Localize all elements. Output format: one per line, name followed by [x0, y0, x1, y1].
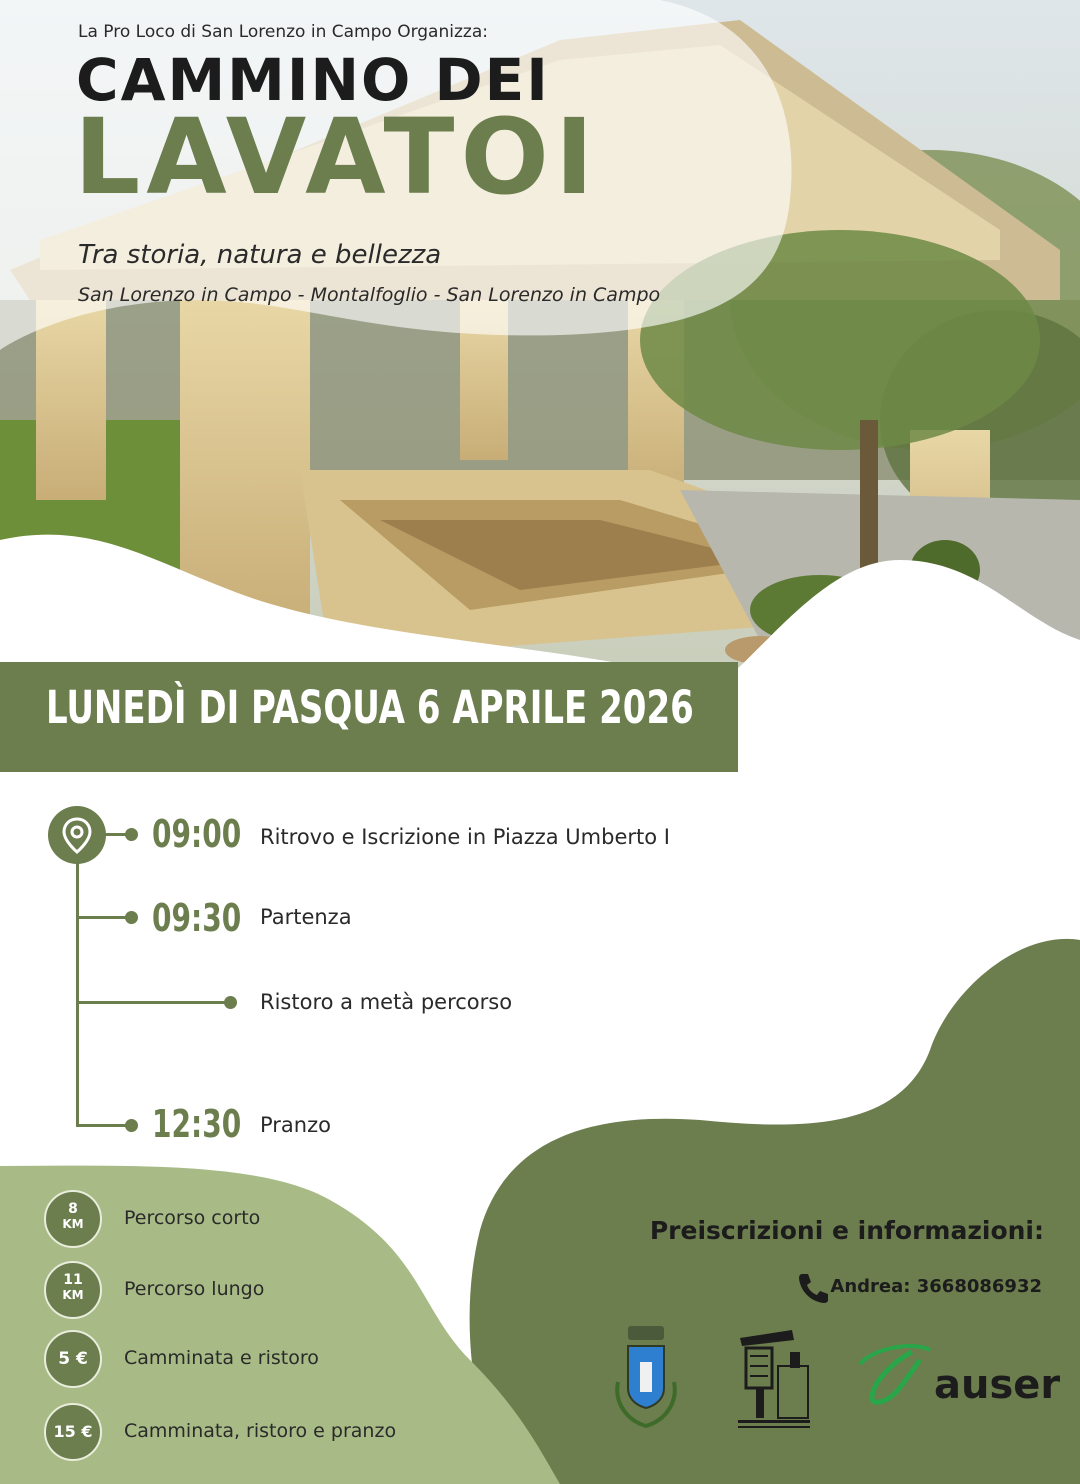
auser-logo-text: auser — [934, 1362, 1061, 1408]
event-date: LUNEDÌ DI PASQUA 6 APRILE 2026 — [46, 681, 694, 734]
distance-icon: 11 KM — [44, 1261, 102, 1319]
timeline-dot — [125, 828, 138, 841]
option-label: Camminata, ristoro e pranzo — [124, 1420, 397, 1442]
auser-logo-swoosh — [856, 1340, 936, 1410]
timeline-dot — [125, 911, 138, 924]
timeline-branch — [76, 1124, 130, 1127]
schedule-label: Partenza — [260, 905, 352, 929]
route-text: San Lorenzo in Campo - Montalfoglio - San Lorenzo in Campo — [78, 284, 661, 306]
schedule-label: Ristoro a metà percorso — [260, 990, 513, 1014]
proloco-logo — [732, 1326, 816, 1434]
contact-phone[interactable]: Andrea: 3668086932 — [830, 1276, 1042, 1297]
location-pin-icon — [48, 806, 106, 864]
comune-crest-logo — [608, 1322, 684, 1432]
info-title: Preiscrizioni e informazioni: — [649, 1216, 1044, 1245]
timeline-branch — [76, 916, 130, 919]
timeline-dot — [125, 1119, 138, 1132]
distance-icon: 8 KM — [44, 1190, 102, 1248]
option-label: Percorso corto — [124, 1207, 261, 1229]
schedule-label: Ritrovo e Iscrizione in Piazza Umberto I — [260, 825, 670, 849]
price-icon: 5 € — [44, 1330, 102, 1388]
contact-row — [782, 1272, 1042, 1304]
subtitle: Tra storia, natura e bellezza — [78, 240, 442, 270]
timeline-branch — [76, 1001, 228, 1004]
timeline-vertical-line — [76, 862, 79, 1126]
option-label: Camminata e ristoro — [124, 1347, 319, 1369]
phone-icon — [796, 1272, 830, 1304]
schedule-time: 12:30 — [152, 1102, 242, 1146]
schedule-label: Pranzo — [260, 1113, 331, 1137]
timeline-dot — [224, 996, 237, 1009]
title-line-2: LAVATOI — [74, 96, 600, 218]
schedule-time: 09:00 — [152, 812, 242, 856]
price-icon: 15 € — [44, 1403, 102, 1461]
option-label: Percorso lungo — [124, 1278, 265, 1300]
organizer-text: La Pro Loco di San Lorenzo in Campo Organizza: — [78, 22, 488, 42]
schedule-time: 09:30 — [152, 896, 242, 940]
title-line-1: CAMMINO DEI — [76, 46, 550, 114]
